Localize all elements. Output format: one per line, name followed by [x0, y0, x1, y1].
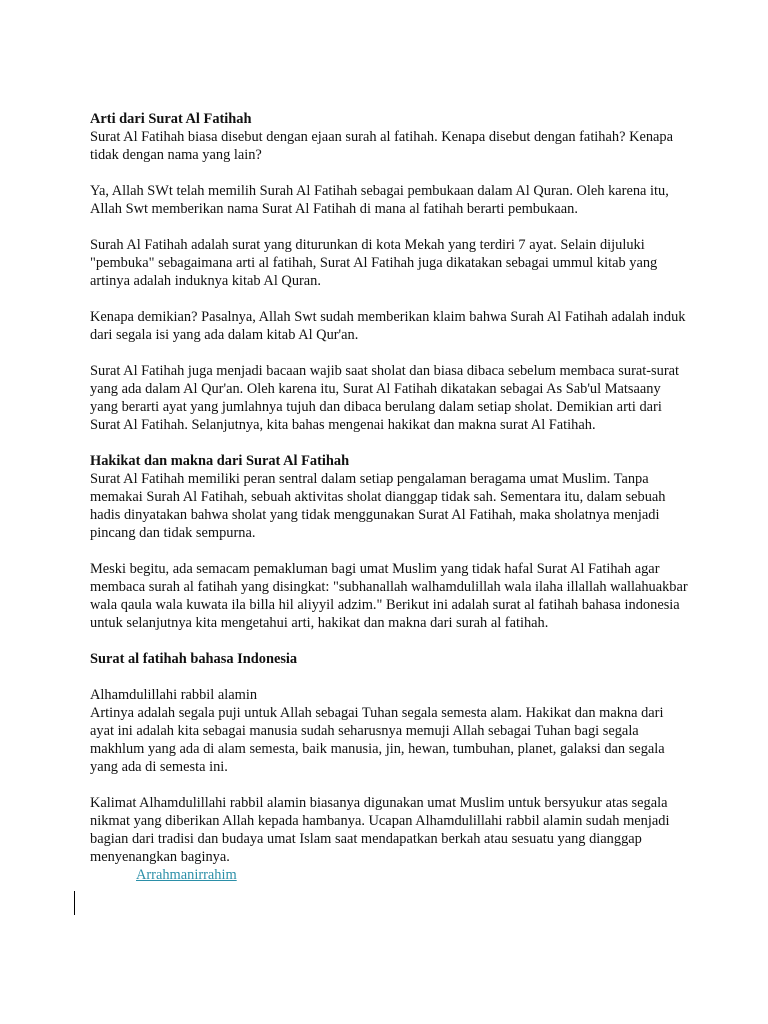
section-heading-bahasa-indonesia: Surat al fatihah bahasa Indonesia [90, 651, 298, 667]
verse-meaning: Artinya adalah segala puji untuk Allah sebagai Tuhan segala semesta alam. Hakikat dan makna dari ayat ini adalah kita sebagai manusia sudah seharusnya memuji Allah sebagai Tuhan bagi segala makhlum yang ada di alam semesta, baik manusia, jin, hewan, tumbuhan, planet, galaksi dan segala yang ada di semesta ini. [90, 705, 665, 775]
section-heading-hakikat: Hakikat dan makna dari Surat Al Fatihah [90, 453, 350, 469]
paragraph: Surat Al Fatihah biasa disebut dengan ejaan surah al fatihah. Kenapa disebut dengan fatihah? Kenapa tidak dengan nama yang lain? [90, 129, 674, 163]
paragraph: Ya, Allah SWt telah memilih Surah Al Fatihah sebagai pembukaan dalam Al Quran. Oleh karena itu, Allah Swt memberikan nama Surat Al Fatihah di mana al fatihah berarti pembukaan. [90, 183, 669, 217]
verse-link-arrahmanirrahim[interactable]: Arrahmanirrahim [136, 867, 237, 883]
section-heading-arti: Arti dari Surat Al Fatihah [90, 111, 252, 127]
text-cursor [74, 891, 75, 915]
paragraph: Surah Al Fatihah adalah surat yang diturunkan di kota Mekah yang terdiri 7 ayat. Selain dijuluki "pembuka" sebagaimana arti al fatihah, Surat Al Fatihah juga dikatakan sebagai ummul kitab yang artinya adalah induknya kitab Al Quran. [90, 237, 658, 289]
paragraph: Kenapa demikian? Pasalnya, Allah Swt sudah memberikan klaim bahwa Surah Al Fatihah adalah induk dari segala isi yang ada dalam kitab Al Qur'an. [90, 309, 686, 343]
verse-title: Alhamdulillahi rabbil alamin [90, 687, 258, 703]
paragraph: Surat Al Fatihah juga menjadi bacaan wajib saat sholat dan biasa dibaca sebelum membaca surat-surat yang ada dalam Al Qur'an. Oleh karena itu, Surat Al Fatihah dikatakan sebagai As Sab'ul Matsaany yang berarti ayat yang jumlahnya tujuh dan dibaca berulang dalam setiap sholat. Demikian arti dari Surat Al Fatihah. Selanjutnya, kita bahas mengenai hakikat dan makna surat Al Fatihah. [90, 363, 680, 433]
paragraph: Meski begitu, ada semacam pemakluman bagi umat Muslim yang tidak hafal Surat Al Fatihah agar membaca surah al fatihah yang disingkat: "subhanallah walhamdulillah wala ilaha illallah wallahuakbar wala qaula wala kuwata ila billa hil aliyyil adzim." Berikut ini adalah surat al fatihah bahasa indonesia untuk selanjutnya kita mengetahui arti, hakikat dan makna dari surah al fatihah. [90, 561, 688, 631]
verse-explanation: Kalimat Alhamdulillahi rabbil alamin biasanya digunakan umat Muslim untuk bersyukur atas segala nikmat yang diberikan Allah kepada hambanya. Ucapan Alhamdulillahi rabbil alamin sudah menjadi bagian dari tradisi dan budaya umat Islam saat mendapatkan berkah atau sesuatu yang dianggap menyenangkan baginya. [90, 795, 670, 865]
paragraph: Surat Al Fatihah memiliki peran sentral dalam setiap pengalaman beragama umat Muslim. Tanpa memakai Surah Al Fatihah, sebuah aktivitas sholat dianggap tidak sah. Sementara itu, dalam sebuah hadis dinyatakan bahwa sholat yang tidak menggunakan Surat Al Fatihah, maka sholatnya menjadi pincang dan tidak sempurna. [90, 471, 666, 541]
document-body [90, 110, 690, 884]
